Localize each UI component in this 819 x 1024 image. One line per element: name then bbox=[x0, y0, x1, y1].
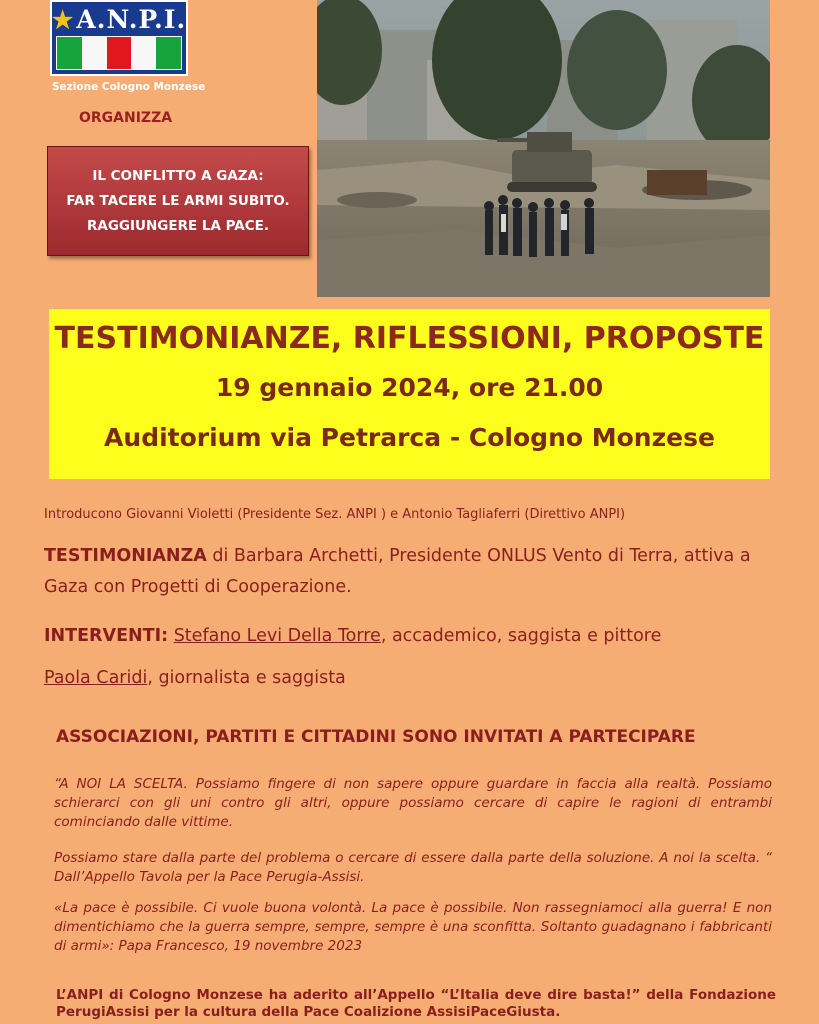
star-icon: ★ bbox=[51, 4, 75, 34]
speaker-1: Stefano Levi Della Torre bbox=[173, 626, 381, 646]
intro-text: Introducono Giovanni Violetti (Presidente Sez. ANPI ) e Antonio Tagliaferri (Direttivo ANPI) bbox=[44, 507, 626, 522]
quote-2: Possiamo stare dalla parte del problema o cercare di essere dalla parte della soluzione. A noi la scelta. “ Dall’Appello Tavola per la Pace Perugia-Assisi. bbox=[54, 850, 772, 885]
gaza-photo bbox=[317, 0, 770, 297]
conflict-line-1: IL CONFLITTO A GAZA: bbox=[92, 168, 264, 184]
organizza-label: ORGANIZZA bbox=[79, 110, 173, 126]
event-banner bbox=[49, 309, 770, 479]
testimonianza-paragraph bbox=[44, 541, 774, 603]
interventi-paragraph bbox=[44, 622, 774, 650]
sezione-label: Sezione Cologno Monzese bbox=[52, 81, 206, 93]
speaker-2: Paola Caridi bbox=[44, 668, 148, 688]
testimonianza-label: TESTIMONIANZA bbox=[44, 546, 207, 566]
quote-3: «La pace è possibile. Ci vuole buona volontà. La pace è possibile. Non rassegniamoci alla guerra! E non dimentichiamo che la guerra sempre, sempre, sempre è una sconfitta. Soltanto guadagnano i fabbricanti di armi»: Papa Francesco, 19 novembre 2023 bbox=[54, 900, 772, 954]
testimonianza-text: di Barbara Archetti, Presidente ONLUS Vento di Terra, attiva a Gaza con Progetti di Cooperazione. bbox=[44, 546, 751, 597]
conflict-line-2: FAR TACERE LE ARMI SUBITO. bbox=[66, 193, 290, 209]
event-title: TESTIMONIANZE, RIFLESSIONI, PROPOSTE bbox=[54, 321, 765, 356]
event-place: Auditorium via Petrarca - Cologno Monzese bbox=[104, 423, 715, 452]
conflict-box bbox=[47, 146, 309, 256]
logo-text: A.N.P.I. bbox=[76, 4, 187, 34]
adesione-text: L’ANPI di Cologno Monzese ha aderito all’Appello “L’Italia deve dire basta!” della Fondazione PerugiAssisi per la cultura della Pace Coalizione AssisiPaceGiusta. bbox=[56, 987, 776, 1020]
quote-1: “A NOI LA SCELTA. Possiamo fingere di non sapere oppure guardare in faccia alla realtà. Possiamo schierarci con gli uni contro gli altri, oppure possiamo cercare di capire le ragioni di entrambi cominciando dalle vittime. bbox=[54, 776, 772, 830]
speaker-2-paragraph bbox=[44, 668, 774, 688]
speaker-2-role: , giornalista e saggista bbox=[147, 668, 346, 688]
event-date: 19 gennaio 2024, ore 21.00 bbox=[215, 373, 604, 402]
speaker-1-role: , accademico, saggista e pittore bbox=[380, 626, 662, 646]
interventi-label: INTERVENTI: bbox=[44, 626, 169, 646]
conflict-line-3: RAGGIUNGERE LA PACE. bbox=[86, 218, 270, 234]
invitation-heading: ASSOCIAZIONI, PARTITI E CITTADINI SONO INVITATI A PARTECIPARE bbox=[56, 727, 696, 747]
anpi-logo bbox=[50, 0, 188, 76]
italian-flag-icon bbox=[56, 36, 182, 70]
